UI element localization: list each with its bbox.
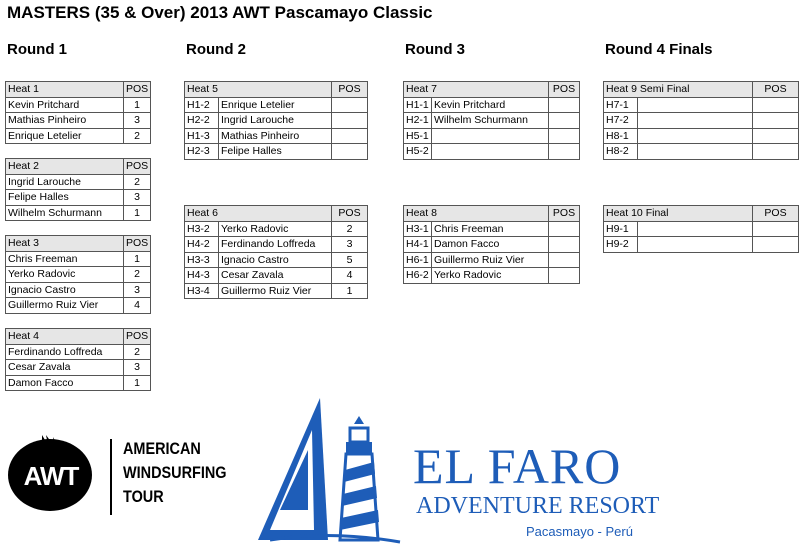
pos-header: POS [124, 159, 151, 175]
table-row [6, 97, 151, 113]
position-cell: 2 [124, 267, 151, 283]
surfer-name-cell [638, 128, 753, 144]
seed-cell: H8-1 [604, 128, 638, 144]
heat-4-table [5, 328, 151, 391]
heat-name: Heat 3 [6, 236, 124, 252]
table-row [6, 360, 151, 376]
seed-cell: H3-4 [185, 283, 219, 299]
seed-cell: H3-1 [404, 221, 432, 237]
position-cell [753, 144, 799, 160]
table-row [6, 113, 151, 129]
surfer-name-cell: Kevin Pritchard [432, 97, 549, 113]
position-cell [549, 237, 580, 253]
surfer-name-cell: Mathias Pinheiro [6, 113, 124, 129]
table-row [604, 113, 799, 129]
table-row [185, 237, 368, 253]
table-row [185, 97, 368, 113]
heat-8-table [403, 205, 580, 284]
pos-header: POS [549, 206, 580, 222]
surfer-name-cell [432, 128, 549, 144]
position-cell: 3 [124, 190, 151, 206]
surfer-name-cell: Guillermo Ruiz Vier [219, 283, 332, 299]
seed-cell: H7-1 [604, 97, 638, 113]
heat-9-table [603, 81, 799, 160]
seed-cell: H5-1 [404, 128, 432, 144]
seed-cell: H1-3 [185, 128, 219, 144]
heat-name: Heat 10 Final [604, 206, 753, 222]
seed-cell: H1-2 [185, 97, 219, 113]
position-cell [549, 221, 580, 237]
table-row [6, 375, 151, 391]
position-cell [753, 97, 799, 113]
surfer-name-cell [638, 97, 753, 113]
seed-cell: H9-1 [604, 221, 638, 237]
table-row [404, 144, 580, 160]
seed-cell: H4-1 [404, 237, 432, 253]
awt-text-line-3: TOUR [123, 487, 164, 506]
position-cell: 1 [124, 97, 151, 113]
el-faro-title: EL FARO [413, 438, 622, 494]
position-cell [332, 128, 368, 144]
position-cell [549, 144, 580, 160]
awt-mark: AWT [23, 461, 79, 491]
awt-text-line-2: WINDSURFING [123, 463, 227, 482]
position-cell: 3 [332, 237, 368, 253]
position-cell: 5 [332, 252, 368, 268]
table-row [6, 128, 151, 144]
table-row [6, 267, 151, 283]
seed-cell: H6-1 [404, 252, 432, 268]
position-cell: 1 [332, 283, 368, 299]
awt-divider [110, 439, 112, 515]
surfer-name-cell: Enrique Letelier [219, 97, 332, 113]
surfer-name-cell: Felipe Halles [219, 144, 332, 160]
pos-header: POS [124, 329, 151, 345]
table-row [6, 282, 151, 298]
seed-cell: H4-3 [185, 268, 219, 284]
surfer-name-cell: Guillermo Ruiz Vier [432, 252, 549, 268]
surfer-name-cell: Ignacio Castro [6, 282, 124, 298]
round-3-heading: Round 3 [405, 41, 465, 58]
surfer-name-cell [638, 237, 753, 253]
seed-cell: H2-3 [185, 144, 219, 160]
surfer-name-cell: Ingrid Larouche [219, 113, 332, 129]
table-row [604, 144, 799, 160]
position-cell: 2 [332, 221, 368, 237]
surfer-name-cell: Cesar Zavala [219, 268, 332, 284]
seed-cell: H3-3 [185, 252, 219, 268]
pos-header: POS [332, 82, 368, 98]
table-row [6, 190, 151, 206]
table-row [604, 128, 799, 144]
surfer-name-cell: Damon Facco [432, 237, 549, 253]
surfer-name-cell: Yerko Radovic [219, 221, 332, 237]
seed-cell: H1-1 [404, 97, 432, 113]
position-cell [753, 221, 799, 237]
table-row [6, 174, 151, 190]
position-cell: 2 [124, 128, 151, 144]
surfer-name-cell: Yerko Radovic [6, 267, 124, 283]
heat-10-table [603, 205, 799, 253]
table-row [404, 128, 580, 144]
seed-cell: H9-2 [604, 237, 638, 253]
surfer-name-cell: Ingrid Larouche [6, 174, 124, 190]
round-2-heading: Round 2 [186, 41, 246, 58]
table-row [404, 268, 580, 284]
el-faro-location: Pacasmayo - Perú [526, 524, 633, 539]
table-row [404, 97, 580, 113]
pos-header: POS [124, 236, 151, 252]
position-cell [332, 113, 368, 129]
pos-header: POS [549, 82, 580, 98]
seed-cell: H3-2 [185, 221, 219, 237]
table-row [185, 252, 368, 268]
surfer-name-cell: Felipe Halles [6, 190, 124, 206]
surfer-name-cell: Guillermo Ruiz Vier [6, 298, 124, 314]
heat-name: Heat 5 [185, 82, 332, 98]
position-cell: 4 [332, 268, 368, 284]
table-row [185, 113, 368, 129]
seed-cell: H2-1 [404, 113, 432, 129]
table-row [404, 252, 580, 268]
table-row [6, 205, 151, 221]
position-cell: 4 [124, 298, 151, 314]
heat-name: Heat 1 [6, 82, 124, 98]
table-row [185, 221, 368, 237]
seed-cell: H4-2 [185, 237, 219, 253]
surfer-name-cell: Wilhelm Schurmann [6, 205, 124, 221]
seed-cell: H6-2 [404, 268, 432, 284]
surfer-name-cell: Enrique Letelier [6, 128, 124, 144]
position-cell: 2 [124, 174, 151, 190]
awt-text-line-1: AMERICAN [123, 439, 201, 458]
heat-1-table [5, 81, 151, 144]
surfer-name-cell: Chris Freeman [432, 221, 549, 237]
round-1-heading: Round 1 [7, 41, 67, 58]
surfer-name-cell: Wilhelm Schurmann [432, 113, 549, 129]
surfer-name-cell: Cesar Zavala [6, 360, 124, 376]
el-faro-logo [250, 390, 660, 550]
round-4-heading: Round 4 Finals [605, 41, 713, 58]
surfer-name-cell: Yerko Radovic [432, 268, 549, 284]
table-row [604, 221, 799, 237]
surfer-name-cell: Chris Freeman [6, 251, 124, 267]
table-row [404, 113, 580, 129]
heat-6-table [184, 205, 368, 299]
table-row [404, 237, 580, 253]
heat-5-table [184, 81, 368, 160]
position-cell: 1 [124, 205, 151, 221]
seed-cell: H2-2 [185, 113, 219, 129]
heat-name: Heat 4 [6, 329, 124, 345]
table-row [185, 144, 368, 160]
pos-header: POS [332, 206, 368, 222]
surfer-name-cell [638, 144, 753, 160]
el-faro-subtitle: ADVENTURE RESORT [416, 493, 660, 519]
surfer-name-cell: Damon Facco [6, 375, 124, 391]
table-row [185, 128, 368, 144]
table-row [404, 221, 580, 237]
table-row [185, 283, 368, 299]
position-cell [549, 113, 580, 129]
heat-name: Heat 7 [404, 82, 549, 98]
pos-header: POS [124, 82, 151, 98]
surfer-name-cell: Mathias Pinheiro [219, 128, 332, 144]
lighthouse-sail-icon [250, 390, 410, 550]
surfer-name-cell: Ignacio Castro [219, 252, 332, 268]
surfer-name-cell [638, 113, 753, 129]
heat-name: Heat 6 [185, 206, 332, 222]
surfer-name-cell: Kevin Pritchard [6, 97, 124, 113]
table-row [604, 237, 799, 253]
position-cell: 3 [124, 282, 151, 298]
position-cell [332, 97, 368, 113]
table-row [185, 268, 368, 284]
position-cell: 3 [124, 113, 151, 129]
table-row [604, 97, 799, 113]
position-cell: 1 [124, 375, 151, 391]
heat-name: Heat 2 [6, 159, 124, 175]
position-cell [753, 113, 799, 129]
surfer-name-cell: Ferdinando Loffreda [219, 237, 332, 253]
position-cell [549, 128, 580, 144]
awt-logo [5, 425, 227, 517]
surfer-name-cell: Ferdinando Loffreda [6, 344, 124, 360]
heat-name: Heat 9 Semi Final [604, 82, 753, 98]
position-cell [549, 268, 580, 284]
heat-3-table [5, 235, 151, 314]
pos-header: POS [753, 82, 799, 98]
table-row [6, 344, 151, 360]
seed-cell: H7-2 [604, 113, 638, 129]
position-cell [753, 128, 799, 144]
position-cell: 3 [124, 360, 151, 376]
position-cell [332, 144, 368, 160]
heat-name: Heat 8 [404, 206, 549, 222]
position-cell [549, 252, 580, 268]
table-row [6, 251, 151, 267]
surfer-name-cell [432, 144, 549, 160]
page-title: MASTERS (35 & Over) 2013 AWT Pascamayo Classic [7, 3, 433, 22]
pos-header: POS [753, 206, 799, 222]
seed-cell: H8-2 [604, 144, 638, 160]
position-cell: 1 [124, 251, 151, 267]
position-cell [549, 97, 580, 113]
heat-7-table [403, 81, 580, 160]
position-cell: 2 [124, 344, 151, 360]
position-cell [753, 237, 799, 253]
table-row [6, 298, 151, 314]
surfer-name-cell [638, 221, 753, 237]
seed-cell: H5-2 [404, 144, 432, 160]
heat-2-table [5, 158, 151, 221]
